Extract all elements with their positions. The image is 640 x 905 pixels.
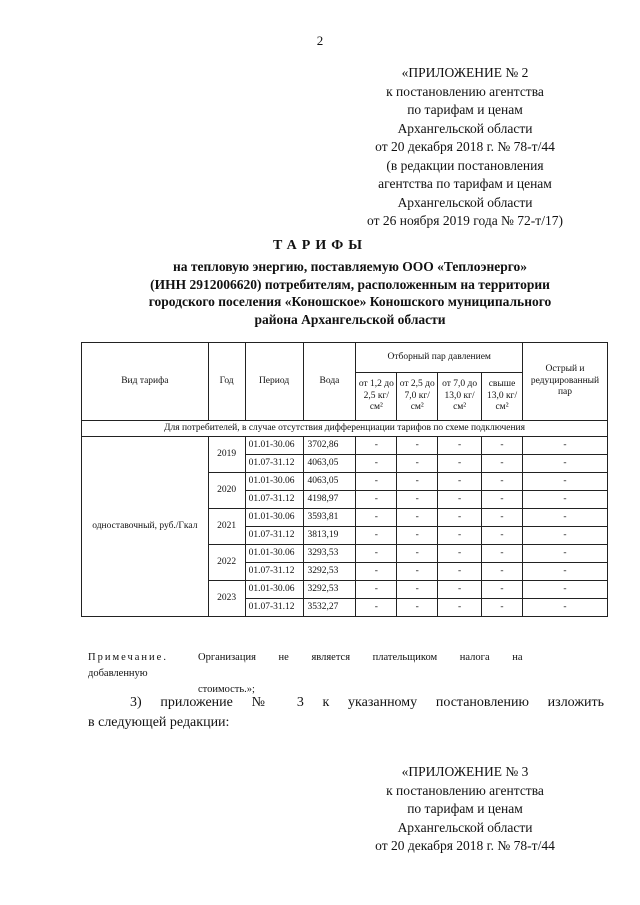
steam-1-cell: - bbox=[356, 437, 397, 455]
section-row: Для потребителей, в случае отсутствия дифференциации тарифов по схеме подключения bbox=[82, 421, 608, 437]
water-cell: 4063,05 bbox=[303, 473, 356, 491]
steam-3-cell: - bbox=[438, 437, 482, 455]
period-cell: 01.01-30.06 bbox=[245, 545, 303, 563]
header-steam-3: от 7,0 до 13,0 кг/см² bbox=[438, 373, 482, 421]
appendix-line: к постановлению агентства bbox=[386, 83, 544, 99]
steam-1-cell: - bbox=[356, 563, 397, 581]
steam-1-cell: - bbox=[356, 599, 397, 617]
subtitle-line: на тепловую энергию, поставляемую ООО «Теплоэнерго» bbox=[172, 259, 528, 274]
sharp-steam-cell: - bbox=[522, 473, 607, 491]
header-steam-4: свыше 13,0 кг/см² bbox=[482, 373, 523, 421]
water-cell: 3292,53 bbox=[303, 563, 356, 581]
sharp-steam-cell: - bbox=[522, 581, 607, 599]
appendix-line: от 20 декабря 2018 г. № 78-т/44 bbox=[375, 139, 555, 154]
note-text: Организация не является плательщиком налога на добавленную bbox=[88, 652, 523, 679]
steam-4-cell: - bbox=[482, 581, 523, 599]
appendix-line: к постановлению агентства bbox=[386, 782, 544, 798]
steam-4-cell: - bbox=[482, 599, 523, 617]
appendix-line: «ПРИЛОЖЕНИЕ № 2 bbox=[401, 65, 529, 80]
steam-2-cell: - bbox=[397, 455, 438, 473]
subtitle-line: (ИНН 2912006620) потребителям, расположенным на территории bbox=[150, 276, 550, 292]
appendix-line: (в редакции постановления bbox=[386, 157, 544, 173]
period-cell: 01.07-31.12 bbox=[245, 527, 303, 545]
water-cell: 3293,53 bbox=[303, 545, 356, 563]
steam-4-cell: - bbox=[482, 473, 523, 491]
sharp-steam-cell: - bbox=[522, 491, 607, 509]
sharp-steam-cell: - bbox=[522, 455, 607, 473]
appendix-line: «ПРИЛОЖЕНИЕ № 3 bbox=[401, 764, 529, 779]
water-cell: 3292,53 bbox=[303, 581, 356, 599]
steam-3-cell: - bbox=[438, 473, 482, 491]
steam-2-cell: - bbox=[397, 473, 438, 491]
year-cell: 2019 bbox=[208, 437, 245, 473]
steam-3-cell: - bbox=[438, 545, 482, 563]
appendix-line: Архангельской области bbox=[397, 819, 533, 835]
period-cell: 01.07-31.12 bbox=[245, 455, 303, 473]
steam-3-cell: - bbox=[438, 491, 482, 509]
water-cell: 3702,86 bbox=[303, 437, 356, 455]
tariff-name-cell: одноставочный, руб./Гкал bbox=[82, 437, 209, 617]
document-title: ТАРИФЫ bbox=[273, 238, 367, 253]
document-subtitle bbox=[60, 258, 640, 328]
steam-4-cell: - bbox=[482, 437, 523, 455]
steam-4-cell: - bbox=[482, 509, 523, 527]
sharp-steam-cell: - bbox=[522, 509, 607, 527]
steam-1-cell: - bbox=[356, 509, 397, 527]
steam-1-cell: - bbox=[356, 527, 397, 545]
water-cell: 3813,19 bbox=[303, 527, 356, 545]
appendix-2-header bbox=[345, 64, 585, 231]
note-label: Примечание. bbox=[88, 652, 168, 663]
steam-4-cell: - bbox=[482, 527, 523, 545]
steam-1-cell: - bbox=[356, 545, 397, 563]
steam-4-cell: - bbox=[482, 491, 523, 509]
subtitle-line: городского поселения «Коношское» Коношского муниципального bbox=[148, 294, 552, 309]
steam-3-cell: - bbox=[438, 527, 482, 545]
steam-2-cell: - bbox=[397, 581, 438, 599]
appendix-line: агентства по тарифам и ценам bbox=[378, 176, 552, 191]
year-cell: 2023 bbox=[208, 581, 245, 617]
sharp-steam-cell: - bbox=[522, 437, 607, 455]
sharp-steam-cell: - bbox=[522, 599, 607, 617]
header-year: Год bbox=[208, 343, 245, 421]
steam-2-cell: - bbox=[397, 527, 438, 545]
steam-3-cell: - bbox=[438, 455, 482, 473]
steam-2-cell: - bbox=[397, 491, 438, 509]
water-cell: 4198,97 bbox=[303, 491, 356, 509]
steam-4-cell: - bbox=[482, 455, 523, 473]
subtitle-line: района Архангельской области bbox=[254, 311, 446, 327]
steam-2-cell: - bbox=[397, 599, 438, 617]
page-number: 2 bbox=[316, 33, 324, 48]
steam-2-cell: - bbox=[397, 545, 438, 563]
steam-3-cell: - bbox=[438, 599, 482, 617]
steam-3-cell: - bbox=[438, 509, 482, 527]
header-steam: Отборный пар давлением bbox=[356, 343, 523, 373]
table-row bbox=[82, 437, 608, 455]
steam-1-cell: - bbox=[356, 473, 397, 491]
period-cell: 01.01-30.06 bbox=[245, 437, 303, 455]
steam-1-cell: - bbox=[356, 455, 397, 473]
header-steam-1: от 1,2 до 2,5 кг/см² bbox=[356, 373, 397, 421]
appendix-line: по тарифам и ценам bbox=[407, 102, 523, 117]
paragraph-line: 3) приложение № 3 к указанному постановлению изложить bbox=[130, 695, 604, 710]
sharp-steam-cell: - bbox=[522, 545, 607, 563]
steam-3-cell: - bbox=[438, 581, 482, 599]
steam-4-cell: - bbox=[482, 563, 523, 581]
note bbox=[88, 650, 598, 698]
water-cell: 3532,27 bbox=[303, 599, 356, 617]
steam-2-cell: - bbox=[397, 563, 438, 581]
header-period: Период bbox=[245, 343, 303, 421]
period-cell: 01.07-31.12 bbox=[245, 563, 303, 581]
period-cell: 01.01-30.06 bbox=[245, 473, 303, 491]
water-cell: 4063,05 bbox=[303, 455, 356, 473]
steam-1-cell: - bbox=[356, 581, 397, 599]
header-steam-2: от 2,5 до 7,0 кг/см² bbox=[397, 373, 438, 421]
appendix-line: по тарифам и ценам bbox=[407, 801, 523, 816]
header-tariff-type: Вид тарифа bbox=[82, 343, 209, 421]
appendix-line: от 20 декабря 2018 г. № 78-т/44 bbox=[375, 838, 555, 853]
steam-2-cell: - bbox=[397, 509, 438, 527]
header-water: Вода bbox=[303, 343, 356, 421]
water-cell: 3593,81 bbox=[303, 509, 356, 527]
year-cell: 2020 bbox=[208, 473, 245, 509]
tariff-table bbox=[81, 342, 608, 617]
period-cell: 01.07-31.12 bbox=[245, 599, 303, 617]
year-cell: 2021 bbox=[208, 509, 245, 545]
steam-2-cell: - bbox=[397, 437, 438, 455]
header-sharp-steam: Острый и редуцированный пар bbox=[522, 343, 607, 421]
steam-3-cell: - bbox=[438, 563, 482, 581]
sharp-steam-cell: - bbox=[522, 563, 607, 581]
steam-4-cell: - bbox=[482, 545, 523, 563]
note-text-continued: стоимость.»; bbox=[198, 684, 255, 695]
appendix-line: Архангельской области bbox=[397, 194, 533, 210]
year-cell: 2022 bbox=[208, 545, 245, 581]
appendix-line: Архангельской области bbox=[397, 120, 533, 136]
sharp-steam-cell: - bbox=[522, 527, 607, 545]
appendix-3-header bbox=[345, 763, 585, 856]
steam-1-cell: - bbox=[356, 491, 397, 509]
paragraph-line: в следующей редакции: bbox=[88, 715, 230, 730]
period-cell: 01.07-31.12 bbox=[245, 491, 303, 509]
period-cell: 01.01-30.06 bbox=[245, 581, 303, 599]
period-cell: 01.01-30.06 bbox=[245, 509, 303, 527]
appendix-line: от 26 ноября 2019 года № 72-т/17) bbox=[367, 213, 563, 228]
body-paragraph bbox=[88, 693, 604, 733]
